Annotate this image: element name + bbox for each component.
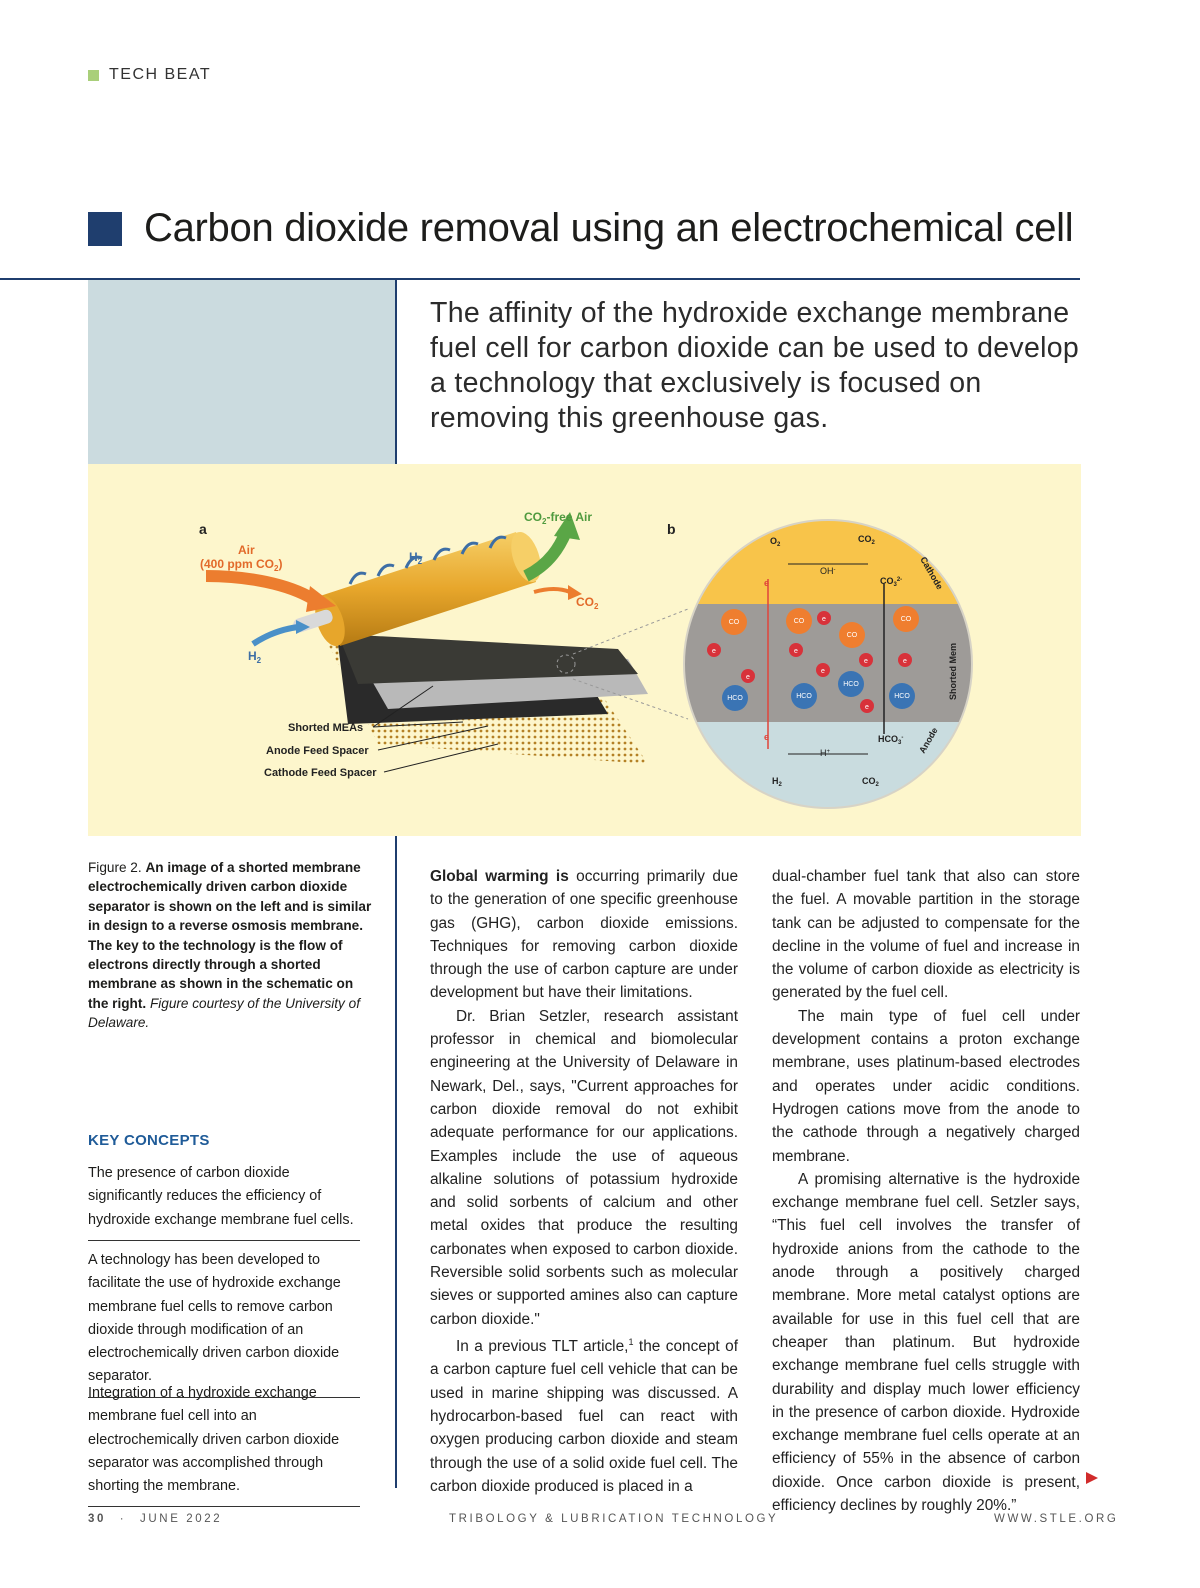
body-column-1 <box>430 865 738 1498</box>
footer-separator: · <box>119 1513 127 1525</box>
h2-left-label <box>248 649 262 665</box>
body-paragraph-4: The main type of fuel cell under development contains a proton exchange membrane, uses platinum-based electrodes and operates under acidic conditions. Hydrogen cations move from the anode to the cathode through a negatively charged membrane. <box>772 1007 1080 1165</box>
b-anode-label: Anode <box>917 725 940 755</box>
caption-label: Figure 2. <box>88 860 142 875</box>
b-co3-text: CO <box>880 576 894 586</box>
air-ppm-close-paren: ) <box>278 557 283 571</box>
co2-free-air-text: CO <box>524 510 542 524</box>
b-co2-bottom-subscript: 2 <box>875 782 879 788</box>
h2-left-text: H <box>248 649 257 663</box>
b-co2-top-subscript: 2 <box>871 540 875 546</box>
electron-2-label: e <box>746 674 750 681</box>
figure-2 <box>88 464 1081 836</box>
electron-6-label: e <box>864 658 868 665</box>
lead-in: Global warming is <box>430 868 569 885</box>
h2-top-subscript: 2 <box>417 557 423 566</box>
body-paragraph-3 <box>430 1331 738 1498</box>
page-number: 30 <box>88 1513 106 1525</box>
body-column-2 <box>772 865 1080 1517</box>
body-paragraph-3-continued: dual-chamber fuel tank that also can store the fuel. A movable partition in the storage tank can be adjusted to compensate for the decline in the volume of fuel and increase in the volume of carbon dioxide as electricity is generated by the fuel cell. <box>772 868 1080 1002</box>
b-h-plus-superscript: + <box>826 749 831 755</box>
b-electron-top-label: e <box>764 578 770 588</box>
ion-hco3-4-label: HCO <box>894 693 910 700</box>
figure-2-illustration <box>88 464 1081 836</box>
key-concept-item: A technology has been developed to facilitate the use of hydroxide exchange membrane fuel cells to remove carbon dioxide through modification of an electrochemically driven carbon dioxide separator. <box>88 1249 360 1398</box>
ion-co3-1-label: CO <box>728 619 740 626</box>
air-ppm-subscript: 2 <box>274 564 279 573</box>
electron-1-label: e <box>712 648 716 655</box>
deck-divider-line <box>395 280 397 464</box>
anode-feed-spacer-label: Anode Feed Spacer <box>266 745 369 757</box>
page-title: Carbon dioxide removal using an electrochemical cell <box>144 206 1074 250</box>
continued-arrow-icon <box>1086 1472 1098 1484</box>
ion-hco3-3-label: HCO <box>843 681 859 688</box>
headline-block <box>88 206 1073 251</box>
ion-co3-2-label: CO <box>793 618 805 625</box>
b-electron-bottom-label: e <box>764 732 770 742</box>
h2-inflow-arrow <box>253 627 298 644</box>
co2-free-air-subscript: 2 <box>542 517 547 526</box>
co2-out-label <box>576 595 599 611</box>
b-o2-text: O <box>770 536 778 546</box>
membrane-roll <box>320 532 536 646</box>
b-hco3-superscript: - <box>901 735 904 741</box>
electron-3-label: e <box>822 616 826 623</box>
air-ppm-label <box>200 557 282 573</box>
air-label: Air <box>238 543 255 557</box>
figure-caption <box>88 858 373 1033</box>
panel-a-label: a <box>199 521 207 537</box>
ion-co3-3-label: CO <box>846 632 858 639</box>
b-oh-superscript: - <box>833 567 836 573</box>
b-co2-bottom-text: CO <box>862 776 876 786</box>
footer-page-info <box>88 1513 222 1525</box>
co2-out-subscript: 2 <box>594 602 599 611</box>
key-concept-item: The presence of carbon dioxide significantly reduces the efficiency of hydroxide exchange membrane fuel cells. <box>88 1162 360 1241</box>
h2-left-subscript: 2 <box>256 656 262 665</box>
deck-text: The affinity of the hydroxide exchange membrane fuel cell for carbon dioxide can be used to develop a technology that exclusively is focused on removing this greenhouse gas. <box>430 297 1080 434</box>
publication-name: TRIBOLOGY & LUBRICATION TECHNOLOGY <box>449 1513 779 1525</box>
body-paragraph-2: Dr. Brian Setzler, research assistant professor in chemical and biomolecular engineering at the University of Delaware in Newark, Del., says, "Current approaches for carbon dioxide removal do not exhibit adequate performance for our applications. Examples include the use of aqueous alkaline solutions of potassium hydroxide and solid sorbents of calcium and other metal oxides that produce the resulting carbonates when exposed to carbon dioxide. Reversible solid sorbents such as molecular sieves or supported amines also can capture carbon dioxide." <box>430 1007 738 1328</box>
body-paragraph-5: A promising alternative is the hydroxide exchange membrane fuel cell. Setzler says, “This fuel cell involves the transfer of hydroxide anions from the cathode to the anode through a positively charged membrane. More metal catalyst options are available for use in this fuel cell that are cheaper than platinum. But hydroxide exchange membrane fuel cells struggle with durability and display much lower efficiency in the presence of carbon dioxide. Hydroxide exchange membrane fuel cells operate at an efficiency of 55% in the absence of carbon dioxide. Once carbon dioxide is present, efficiency declines by roughly 20%.” <box>772 1170 1080 1515</box>
co2-free-air-suffix: -free Air <box>546 510 593 524</box>
cathode-feed-spacer-label: Cathode Feed Spacer <box>264 767 377 779</box>
section-tag <box>88 66 211 84</box>
footnote-reference: 1 <box>628 1336 634 1347</box>
body-paragraph-3a-text: In a previous TLT article, <box>456 1338 629 1356</box>
website-url: WWW.STLE.ORG <box>994 1513 1119 1525</box>
b-co2-top-text: CO <box>858 534 872 544</box>
anode-region <box>684 722 984 812</box>
shorted-meas-label: Shorted MEAs <box>288 722 364 734</box>
b-oh-label <box>820 566 836 576</box>
ion-co3-4-label: CO <box>900 616 912 623</box>
ion-hco3-2-label: HCO <box>796 693 812 700</box>
body-paragraph-1-text: occurring primarily due to the generation of one specific greenhouse gas (GHG), carbon dioxide emissions. Techniques for removing carbon dioxide through the use of carbon capture are under development but have their limitations. <box>430 868 739 1002</box>
caption-description: An image of a shorted membrane electrochemically driven carbon dioxide separator is shown on the left and is similar in design to a reverse osmosis membrane. The key to the technology is the flow of electrons directly through a shorted membrane as shown in the schematic on the right. <box>88 860 372 1011</box>
b-o2-subscript: 2 <box>777 542 781 548</box>
b-h-plus-text: H <box>820 748 827 758</box>
section-tag-label: TECH BEAT <box>109 66 212 83</box>
h2-top-label <box>409 550 423 566</box>
issue-date: JUNE 2022 <box>140 1513 223 1525</box>
b-co3-superscript: 2- <box>896 577 903 583</box>
electron-4-label: e <box>794 648 798 655</box>
h2-top-text: H <box>409 550 418 564</box>
body-paragraph-3b-text: the concept of a carbon capture fuel cell vehicle that can be used in marine shipping was discussed. A hydrocarbon-based fuel can react with oxygen producing carbon dioxide and steam through the use of a solid oxide fuel cell. The carbon dioxide produced is placed in a <box>430 1338 738 1495</box>
electron-7-label: e <box>903 658 907 665</box>
air-inflow-arrow <box>206 576 313 599</box>
caption-credit: Figure courtesy of the University of Delaware. <box>88 995 360 1031</box>
section-marker-square <box>88 70 99 81</box>
b-oh-text: OH <box>820 566 834 576</box>
deck-color-panel <box>88 280 396 464</box>
air-ppm-text: (400 ppm CO <box>200 557 275 571</box>
body-paragraph-1 <box>430 865 738 1005</box>
column-divider-line <box>395 836 397 1488</box>
b-shorted-mem-label: Shorted Mem <box>948 642 958 700</box>
co2-out-arrow <box>534 589 570 592</box>
electron-5-label: e <box>821 668 825 675</box>
co2-free-air-label <box>524 510 592 526</box>
electron-8-label: e <box>865 704 869 711</box>
co2-out-text: CO <box>576 595 594 609</box>
key-concepts-heading: KEY CONCEPTS <box>88 1132 210 1149</box>
b-co3-subscript: 3 <box>893 582 897 588</box>
panel-b-label: b <box>667 521 676 537</box>
headline-marker-square <box>88 212 122 246</box>
b-cathode-label: Cathode <box>918 555 945 592</box>
b-h2-subscript: 2 <box>778 782 782 788</box>
b-h2-text: H <box>772 776 779 786</box>
b-hco3-subscript: 3 <box>898 740 902 746</box>
key-concept-item: Integration of a hydroxide exchange membrane fuel cell into an electrochemically driven carbon dioxide separator was accomplished through shorting the membrane. <box>88 1382 360 1507</box>
cathode-region <box>684 520 984 604</box>
ion-hco3-1-label: HCO <box>727 695 743 702</box>
b-hco3-text: HCO <box>878 734 898 744</box>
